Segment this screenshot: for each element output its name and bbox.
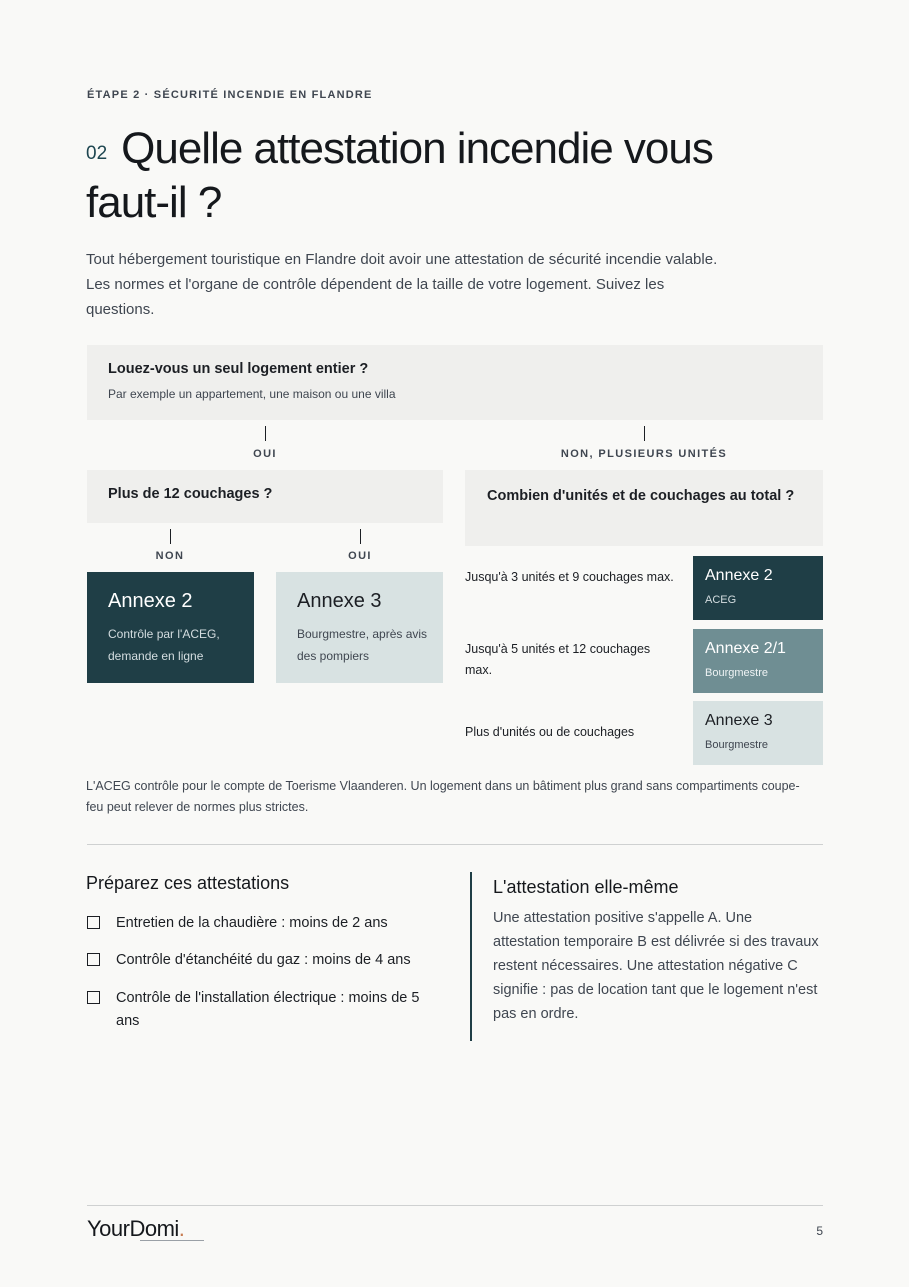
annex-title: Annexe 2: [108, 590, 193, 612]
annex-authority: Bourgmestre: [705, 667, 768, 679]
logo-text: YourDomi: [87, 1216, 179, 1241]
branch-label-yes: OUI: [253, 448, 277, 460]
annex-result-card: [276, 572, 443, 683]
branch-label-multi: NON, PLUSIEURS UNITÉS: [560, 448, 728, 460]
intro-paragraph: Tout hébergement touristique en Flandre doit avoir une attestation de sécurité incendie valable. Les normes et l'organe de contrôle dépendent de la taille de votre logement. Suivez les questions.: [86, 251, 718, 318]
row-condition: Plus d'unités ou de couchages: [465, 725, 635, 739]
section-divider: [87, 844, 823, 845]
page-number: 5: [816, 1224, 823, 1238]
row-condition: Jusqu'à 3 unités et 9 couchages max.: [465, 570, 674, 584]
title-text: Quelle attestation incendie vous faut-il ?: [86, 124, 713, 227]
annex-authority: Bourgmestre: [705, 739, 768, 751]
aside-text: Une attestation positive s'appelle A. Une attestation temporaire B est délivrée si des travaux restent nécessaires. Une attestation négative C signifie : pas de location tant que le logement n'est pas en ordre.: [493, 910, 819, 1022]
logo-dot: .: [178, 1216, 185, 1241]
question-title: Combien d'unités et de couchages au total ?: [487, 488, 795, 504]
question-title: Plus de 12 couchages ?: [108, 486, 273, 502]
annex-result-card: [693, 556, 823, 620]
aside-accent-bar: [470, 872, 472, 1041]
footnote: L'ACEG contrôle pour le compte de Toerisme Vlaanderen. Un logement dans un bâtiment plus grand sans compartiments coupe-feu peut relever de normes plus strictes.: [86, 779, 800, 814]
annex-description: Bourgmestre, après avis des pompiers: [297, 627, 428, 663]
checklist-item[interactable]: [87, 949, 447, 973]
connector-line: [644, 426, 645, 441]
checklist-item-label: Contrôle de l'installation électrique : moins de 5 ans: [116, 990, 420, 1029]
annex-result-card: [693, 701, 823, 765]
brand-logo: [87, 1216, 184, 1242]
annex-title: Annexe 2: [705, 567, 773, 584]
branch-label-no: NON: [155, 550, 185, 562]
question-units-total: [465, 470, 823, 546]
row-condition: Jusqu'à 5 unités et 12 couchages max.: [465, 642, 651, 677]
footer-divider: [87, 1205, 823, 1206]
connector-line: [360, 529, 361, 544]
question-subtitle: Par exemple un appartement, une maison ou une villa: [108, 387, 396, 401]
checklist-item[interactable]: [87, 987, 447, 1033]
aside-title: L'attestation elle-même: [493, 877, 679, 897]
page-title: [86, 124, 806, 227]
annex-result-card: [693, 629, 823, 693]
annex-authority: ACEG: [705, 594, 737, 606]
connector-line: [170, 529, 171, 544]
logo-tagline: [140, 1240, 204, 1244]
checkbox[interactable]: [87, 916, 100, 929]
checklist-item-label: Contrôle d'étanchéité du gaz : moins de 4 ans: [116, 952, 411, 968]
checklist-item[interactable]: [87, 912, 447, 936]
annex-title: Annexe 3: [297, 590, 382, 612]
eyebrow: ÉTAPE 2 · SÉCURITÉ INCENDIE EN FLANDRE: [87, 89, 373, 101]
question-sleeping-places: [87, 470, 443, 523]
question-title: Louez-vous un seul logement entier ?: [108, 361, 369, 377]
checklist-item-label: Entretien de la chaudière : moins de 2 ans: [116, 915, 388, 931]
checklist-title: Préparez ces attestations: [86, 873, 290, 893]
checkbox[interactable]: [87, 991, 100, 1004]
connector-line: [265, 426, 266, 441]
branch-label-yes: OUI: [348, 550, 372, 562]
annex-description: Contrôle par l'ACEG, demande en ligne: [108, 627, 220, 663]
checkbox[interactable]: [87, 953, 100, 966]
annex-title: Annexe 2/1: [705, 640, 786, 657]
step-number: 02: [86, 143, 108, 164]
annex-title: Annexe 3: [705, 712, 773, 729]
annex-result-card: [87, 572, 254, 683]
question-single-unit: [87, 345, 823, 420]
